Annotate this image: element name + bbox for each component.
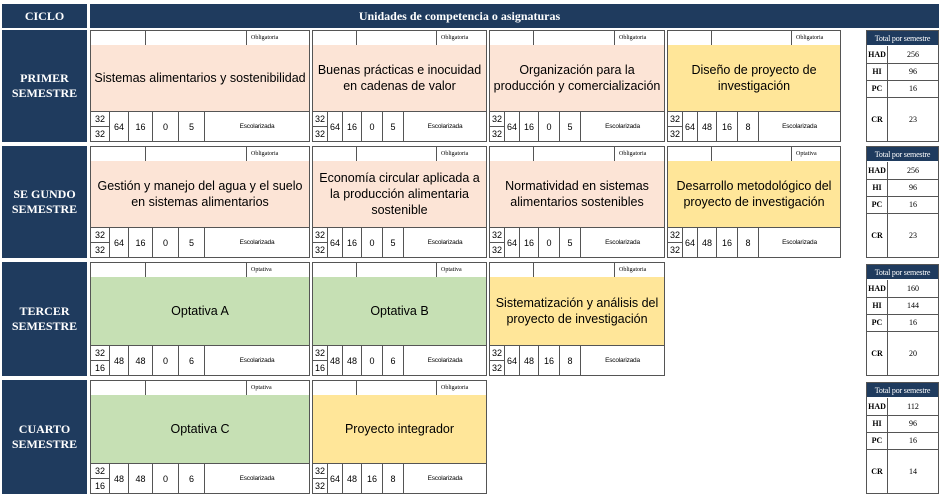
hours-had: 64 <box>683 228 698 257</box>
hours-had: 64 <box>110 112 129 141</box>
hours-hi: 16 <box>129 112 153 141</box>
hours-pc: 0 <box>362 228 383 257</box>
course-cell <box>312 380 487 494</box>
semester-label-1: PRIMER SEMESTRE <box>2 30 87 142</box>
course-type: Optativa <box>251 267 272 273</box>
hours-hi: 16 <box>343 112 362 141</box>
totals-value: 256 <box>907 166 919 175</box>
hours-b: 32 <box>314 481 325 491</box>
hours-b: 16 <box>94 363 105 373</box>
course-type: Obligatoria <box>441 385 469 391</box>
totals-key: HAD <box>867 46 888 63</box>
course-cell <box>489 146 665 258</box>
modality: Escolarizada <box>605 239 640 246</box>
course-type: Obligatoria <box>251 35 279 41</box>
totals-row-cr <box>867 97 938 141</box>
hours-hi: 16 <box>520 112 539 141</box>
course-name: Gestión y manejo del agua y el suelo en sistemas alimentarios <box>91 161 309 228</box>
hours-hi: 48 <box>520 346 539 375</box>
credits: 5 <box>383 112 404 141</box>
course-cell <box>312 262 487 376</box>
modality: Escolarizada <box>239 357 275 364</box>
hours-split <box>91 228 110 257</box>
course-cell <box>90 380 310 494</box>
modality: Escolarizada <box>782 239 817 246</box>
hours-split <box>313 112 328 141</box>
course-type: Obligatoria <box>619 35 647 41</box>
course-type: Optativa <box>796 151 817 157</box>
hours-split <box>313 228 328 257</box>
credits: 5 <box>560 228 581 257</box>
totals-row-cr <box>867 449 938 493</box>
hours-pc: 16 <box>717 112 738 141</box>
hours-hi: 48 <box>698 112 717 141</box>
totals-key: CR <box>867 331 888 375</box>
course-name: Proyecto integrador <box>313 395 486 464</box>
modality: Escolarizada <box>427 357 463 364</box>
hours-b: 32 <box>669 129 680 139</box>
totals-key: HI <box>867 415 888 432</box>
hours-b: 32 <box>94 129 105 139</box>
totals-header: Total por semestre <box>867 383 938 397</box>
hours-a: 32 <box>313 346 327 361</box>
credits: 5 <box>383 228 404 257</box>
modality: Escolarizada <box>427 123 463 130</box>
course-stats-row <box>490 228 664 257</box>
totals-header: Total por semestre <box>867 265 938 279</box>
credits: 6 <box>179 464 205 493</box>
course-cell <box>90 146 310 258</box>
course-header-row <box>490 263 664 278</box>
hours-a: 32 <box>490 112 504 127</box>
totals-row-pc <box>867 314 938 332</box>
totals-key: HI <box>867 179 888 196</box>
course-stats-row <box>91 112 309 141</box>
course-type: Obligatoria <box>619 151 647 157</box>
totals-key: HAD <box>867 162 888 179</box>
totals-value: 20 <box>909 348 917 358</box>
modality: Escolarizada <box>427 239 463 246</box>
hours-a: 32 <box>668 112 682 127</box>
totals-header: Total por semestre <box>867 31 938 45</box>
semester-totals <box>866 30 939 142</box>
course-type: Obligatoria <box>619 267 647 273</box>
totals-row-cr <box>867 213 938 257</box>
hours-b: 32 <box>491 129 502 139</box>
credits: 5 <box>179 228 205 257</box>
hours-pc: 16 <box>539 346 560 375</box>
hours-had: 64 <box>505 346 520 375</box>
course-header-row <box>313 381 486 396</box>
course-stats-row <box>313 112 486 141</box>
course-header-row <box>91 147 309 162</box>
hours-pc: 0 <box>362 112 383 141</box>
hours-had: 64 <box>328 464 343 493</box>
credits: 8 <box>383 464 404 493</box>
hours-hi: 16 <box>520 228 539 257</box>
hours-hi: 48 <box>129 464 153 493</box>
credits: 5 <box>179 112 205 141</box>
hours-hi: 48 <box>698 228 717 257</box>
course-name: Desarrollo metodológico del proyecto de investigación <box>668 161 840 228</box>
hours-a: 32 <box>668 228 682 243</box>
course-cell <box>667 30 841 142</box>
totals-row-had <box>867 398 938 416</box>
hours-a: 32 <box>313 228 327 243</box>
hours-pc: 0 <box>153 112 179 141</box>
totals-value: 144 <box>907 301 919 310</box>
semester-label-3: TERCER SEMESTRE <box>2 262 87 376</box>
semester-label-2: SE GUNDO SEMESTRE <box>2 146 87 258</box>
totals-key: PC <box>867 196 888 213</box>
hours-a: 32 <box>91 346 109 361</box>
credits: 5 <box>560 112 581 141</box>
course-header-row <box>91 31 309 46</box>
hours-had: 64 <box>328 228 343 257</box>
course-cell <box>312 146 487 258</box>
hours-a: 32 <box>91 112 109 127</box>
course-name: Diseño de proyecto de investigación <box>668 45 840 112</box>
course-stats-row <box>91 346 309 375</box>
course-name: Optativa A <box>91 277 309 346</box>
totals-value: 23 <box>909 114 917 124</box>
course-header-row <box>91 263 309 278</box>
totals-key: CR <box>867 449 888 493</box>
totals-row-pc <box>867 80 938 98</box>
totals-key: PC <box>867 80 888 97</box>
credits: 8 <box>560 346 581 375</box>
hours-hi: 48 <box>343 346 362 375</box>
course-name: Sistematización y análisis del proyecto de investigación <box>490 277 664 346</box>
hours-b: 16 <box>314 363 325 373</box>
semester-totals <box>866 264 939 376</box>
credits: 6 <box>179 346 205 375</box>
hours-split <box>668 112 683 141</box>
course-header-row <box>313 263 486 278</box>
course-name: Economía circular aplicada a la producción alimentaria sostenible <box>313 161 486 228</box>
hours-a: 32 <box>490 346 504 361</box>
semester-totals <box>866 382 939 494</box>
totals-row-pc <box>867 432 938 450</box>
hours-split <box>91 464 110 493</box>
hours-hi: 48 <box>129 346 153 375</box>
hours-split <box>668 228 683 257</box>
totals-key: PC <box>867 432 888 449</box>
totals-value: 23 <box>909 230 917 240</box>
course-name: Normatividad en sistemas alimentarios sostenibles <box>490 161 664 228</box>
credits: 8 <box>738 112 759 141</box>
totals-value: 16 <box>909 84 917 93</box>
course-header-row <box>313 147 486 162</box>
totals-value: 14 <box>909 466 917 476</box>
hours-had: 48 <box>110 346 129 375</box>
hours-b: 32 <box>491 363 502 373</box>
course-cell <box>489 30 665 142</box>
hours-b: 32 <box>94 245 105 255</box>
hours-split <box>91 346 110 375</box>
hours-hi: 48 <box>343 464 362 493</box>
hours-pc: 0 <box>539 112 560 141</box>
course-name: Optativa C <box>91 395 309 464</box>
hours-b: 32 <box>491 245 502 255</box>
modality: Escolarizada <box>782 123 817 130</box>
hours-pc: 16 <box>717 228 738 257</box>
hours-pc: 0 <box>153 346 179 375</box>
modality: Escolarizada <box>427 475 463 482</box>
totals-key: HAD <box>867 398 888 415</box>
totals-value: 112 <box>907 402 919 411</box>
modality: Escolarizada <box>239 239 275 246</box>
hours-had: 64 <box>505 228 520 257</box>
course-stats-row <box>313 346 486 375</box>
totals-row-hi <box>867 415 938 433</box>
hours-pc: 0 <box>539 228 560 257</box>
hours-pc: 0 <box>153 464 179 493</box>
hours-b: 32 <box>314 129 325 139</box>
totals-row-had <box>867 46 938 64</box>
totals-value: 96 <box>909 67 917 76</box>
hours-split <box>490 228 505 257</box>
course-type: Optativa <box>251 385 272 391</box>
hours-split <box>313 464 328 493</box>
totals-key: HI <box>867 297 888 314</box>
course-header-row <box>313 31 486 46</box>
course-cell <box>489 262 665 376</box>
course-type: Obligatoria <box>441 151 469 157</box>
course-header-row <box>490 31 664 46</box>
totals-value: 256 <box>907 50 919 59</box>
course-type: Obligatoria <box>796 35 824 41</box>
course-type: Obligatoria <box>251 151 279 157</box>
course-stats-row <box>313 464 486 493</box>
hours-pc: 0 <box>153 228 179 257</box>
course-header-row <box>668 147 840 162</box>
hours-a: 32 <box>91 464 109 479</box>
course-cell <box>667 146 841 258</box>
totals-row-hi <box>867 63 938 81</box>
course-header-row <box>490 147 664 162</box>
modality: Escolarizada <box>605 357 640 364</box>
modality: Escolarizada <box>239 475 275 482</box>
course-cell <box>90 262 310 376</box>
totals-key: CR <box>867 213 888 257</box>
totals-row-had <box>867 162 938 180</box>
course-stats-row <box>668 112 840 141</box>
hours-a: 32 <box>91 228 109 243</box>
totals-key: HI <box>867 63 888 80</box>
course-name: Sistemas alimentarios y sostenibilidad <box>91 45 309 112</box>
semester-totals <box>866 146 939 258</box>
course-name: Organización para la producción y comercialización <box>490 45 664 112</box>
hours-split <box>91 112 110 141</box>
hours-hi: 16 <box>343 228 362 257</box>
hours-hi: 16 <box>129 228 153 257</box>
hours-had: 48 <box>328 346 343 375</box>
course-stats-row <box>91 464 309 493</box>
totals-value: 96 <box>909 183 917 192</box>
course-stats-row <box>490 112 664 141</box>
course-name: Buenas prácticas e inocuidad en cadenas de valor <box>313 45 486 112</box>
totals-row-hi <box>867 297 938 315</box>
totals-key: PC <box>867 314 888 331</box>
totals-row-pc <box>867 196 938 214</box>
hours-had: 64 <box>683 112 698 141</box>
hours-split <box>490 346 505 375</box>
hours-had: 64 <box>110 228 129 257</box>
course-stats-row <box>91 228 309 257</box>
hours-a: 32 <box>313 464 327 479</box>
totals-key: CR <box>867 97 888 141</box>
course-cell <box>312 30 487 142</box>
totals-header: Total por semestre <box>867 147 938 161</box>
course-stats-row <box>668 228 840 257</box>
hours-b: 32 <box>669 245 680 255</box>
course-type: Optativa <box>441 267 462 273</box>
hours-split <box>313 346 328 375</box>
totals-value: 16 <box>909 436 917 445</box>
hours-had: 48 <box>110 464 129 493</box>
semester-label-4: CUARTO SEMESTRE <box>2 380 87 494</box>
hours-had: 64 <box>505 112 520 141</box>
course-header-row <box>91 381 309 396</box>
course-cell <box>90 30 310 142</box>
hours-a: 32 <box>490 228 504 243</box>
course-header-row <box>668 31 840 46</box>
credits: 8 <box>738 228 759 257</box>
totals-key: HAD <box>867 280 888 297</box>
course-type: Obligatoria <box>441 35 469 41</box>
ciclo-header: CICLO <box>2 4 87 28</box>
totals-value: 160 <box>907 284 919 293</box>
totals-value: 16 <box>909 318 917 327</box>
table-title: Unidades de competencia o asignaturas <box>90 4 939 28</box>
hours-pc: 0 <box>362 346 383 375</box>
hours-split <box>490 112 505 141</box>
totals-row-hi <box>867 179 938 197</box>
course-stats-row <box>490 346 664 375</box>
course-name: Optativa B <box>313 277 486 346</box>
totals-value: 96 <box>909 419 917 428</box>
modality: Escolarizada <box>239 123 275 130</box>
course-stats-row <box>313 228 486 257</box>
totals-row-had <box>867 280 938 298</box>
modality: Escolarizada <box>605 123 640 130</box>
hours-b: 32 <box>314 245 325 255</box>
hours-pc: 16 <box>362 464 383 493</box>
hours-a: 32 <box>313 112 327 127</box>
totals-value: 16 <box>909 200 917 209</box>
hours-b: 16 <box>94 481 105 491</box>
credits: 6 <box>383 346 404 375</box>
totals-row-cr <box>867 331 938 375</box>
hours-had: 64 <box>328 112 343 141</box>
